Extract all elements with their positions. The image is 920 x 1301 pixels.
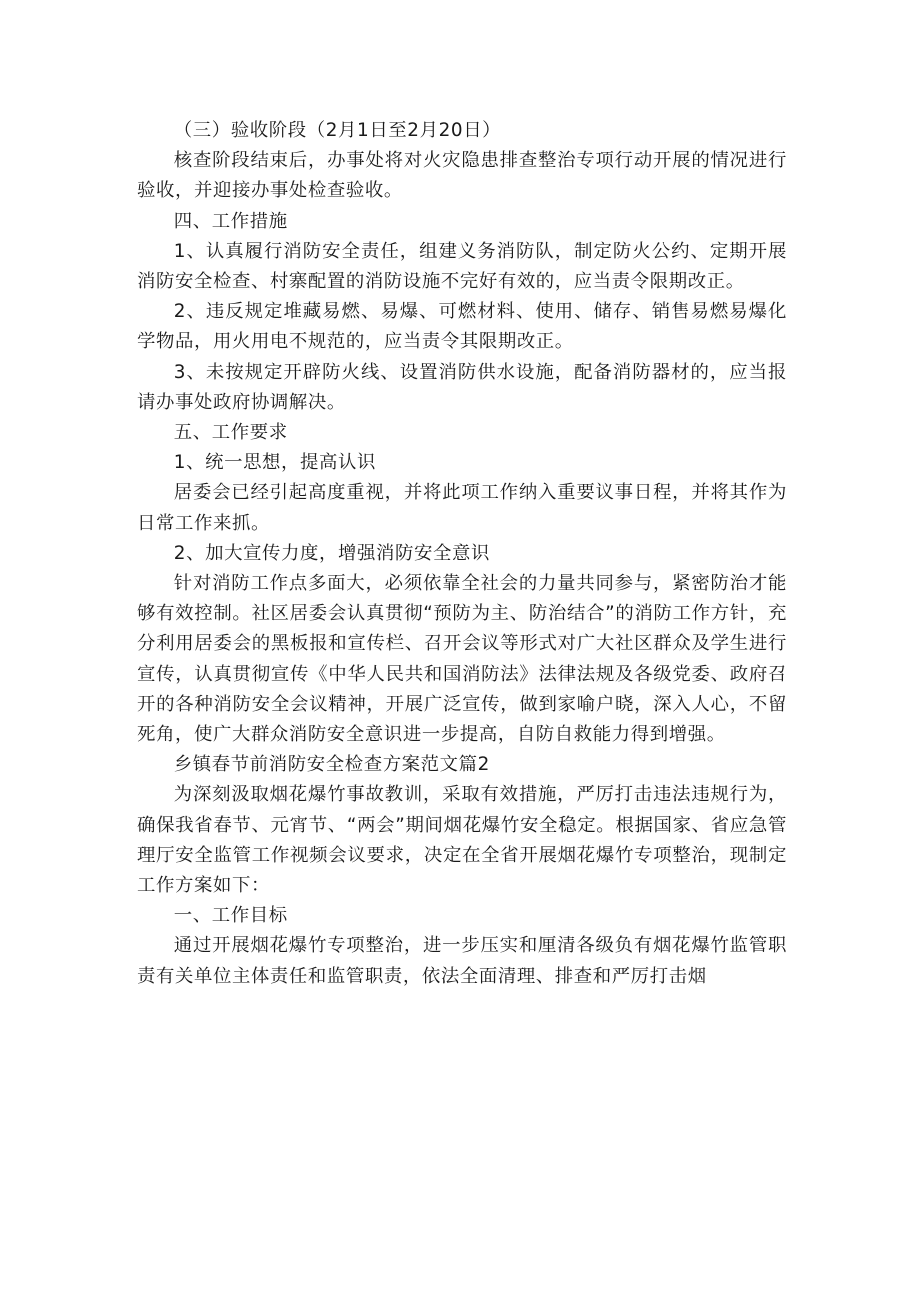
measure-item-2: 2、违反规定堆藏易燃、易爆、可燃材料、使用、储存、销售易燃易爆化学物品，用火用电不规范的，应当责令其限期改正。 <box>137 301 787 353</box>
measure-item-1: 1、认真履行消防安全责任，组建义务消防队，制定防火公约、定期开展消防安全检查、村寨配置的消防设施不完好有效的，应当责令限期改正。 <box>137 240 787 293</box>
section-heading-work-requirements: 五、工作要求 <box>173 422 288 444</box>
requirement-heading-1: 1、统一思想，提高认识 <box>173 452 377 474</box>
paragraph-intro-2: 为深刻汲取烟花爆竹事故教训，采取有效措施，严厉打击违法违规行为，确保我省春节、元宵节、“两会”期间烟花爆竹安全稳定。根据国家、省应急管理厅安全监管工作视频会议要求，决定在全省开展烟花爆竹专项整治，现制定工作方案如下： <box>137 784 787 897</box>
section-heading-work-measures: 四、工作措施 <box>173 210 288 232</box>
requirement-heading-2: 2、加大宣传力度，增强消防安全意识 <box>173 542 490 564</box>
paragraph-work-goals: 通过开展烟花爆竹专项整治，进一步压实和厘清各级负有烟花爆竹监管职责有关单位主体责任和监管职责，依法全面清理、排查和严厉打击烟 <box>137 935 787 987</box>
paragraph-acceptance: 核查阶段结束后，办事处将对火灾隐患排查整治专项行动开展的情况进行验收，并迎接办事处检查验收。 <box>137 150 787 202</box>
paragraph-requirement-1: 居委会已经引起高度重视，并将此项工作纳入重要议事日程，并将其作为日常工作来抓。 <box>137 482 787 534</box>
section-heading-acceptance-stage: （三）验收阶段（2月1日至2月20日） <box>173 120 502 141</box>
section-heading-work-goals: 一、工作目标 <box>173 905 288 927</box>
document-body <box>137 116 787 992</box>
article-title-2: 乡镇春节前消防安全检查方案范文篇2 <box>173 754 490 776</box>
paragraph-requirement-2: 针对消防工作点多面大，必须依靠全社会的力量共同参与，紧密防治才能够有效控制。社区居委会认真贯彻“预防为主、防治结合”的消防工作方针，充分利用居委会的黑板报和宣传栏、召开会议等形式对广大社区群众及学生进行宣传，认真贯彻宣传《中华人民共和国消防法》法律法规及各级党委、政府召开的各种消防安全会议精神，开展广泛宣传，做到家喻户晓，深入人心，不留死角，使广大群众消防安全意识进一步提高，自防自救能力得到增强。 <box>137 573 787 746</box>
measure-item-3: 3、未按规定开辟防火线、设置消防供水设施，配备消防器材的，应当报请办事处政府协调解决。 <box>137 361 787 413</box>
